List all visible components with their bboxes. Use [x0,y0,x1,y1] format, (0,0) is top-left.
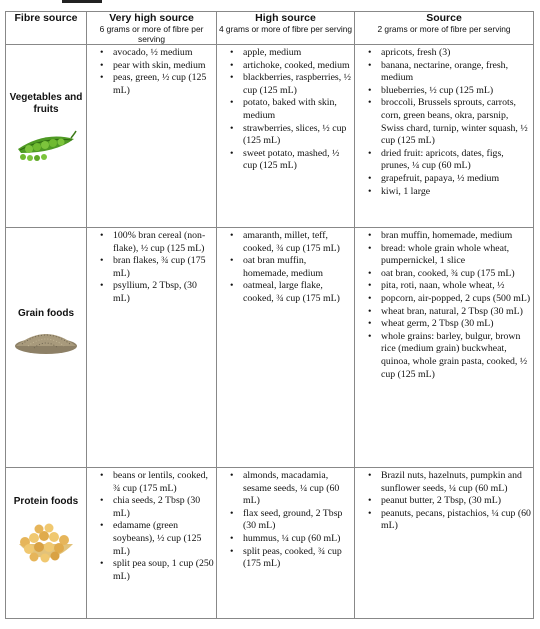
list-item: • amaranth, millet, teff, cooked, ¾ cup (175 mL) [243,230,352,255]
list-item: • bread: whole grain whole wheat, pumpernickel, 1 slice [381,243,531,268]
list-item: • avocado, ½ medium [113,47,214,60]
row-vegetables-and-fruits [6,45,534,228]
chickpea-bowl-icon [15,520,77,570]
list-item: • grapefruit, papaya, ½ medium [381,173,531,186]
list-item: • wheat germ, 2 Tbsp (30 mL) [381,318,531,331]
list-item: • bran muffin, homemade, medium [381,230,531,243]
high-source-cell [217,468,355,619]
source-cell [355,45,534,228]
list-item: • chia seeds, 2 Tbsp (30 mL) [113,495,214,520]
list-item: • psyllium, 2 Tbsp, (30 mL) [113,280,214,305]
list-item: • oat bran, cooked, ¾ cup (175 mL) [381,268,531,281]
list-item: • Brazil nuts, hazelnuts, pumpkin and sunflower seeds, ¼ cup (60 mL) [381,470,531,495]
list-item: • apple, medium [243,47,352,60]
list-item: • beans or lentils, cooked, ¾ cup (175 mL) [113,470,214,495]
grain-pile-icon [14,324,78,354]
source-cell [355,468,534,619]
list-item: • pear with skin, medium [113,60,214,73]
list-item: • blackberries, raspberries, ½ cup (125 mL) [243,72,352,97]
very-high-source-cell [87,45,217,228]
source-cell [355,228,534,468]
list-item: • blueberries, ½ cup (125 mL) [381,85,531,98]
category-cell-grain [6,228,87,468]
list-item: • peanut butter, 2 Tbsp, (30 mL) [381,495,531,508]
header-fragment [62,0,102,3]
very-high-source-cell [87,228,217,468]
list-item: • whole grains: barley, bulgur, brown rice (medium grain) buckwheat, quinoa, whole grain pasta, cooked, ½ cup (125 mL) [381,331,531,381]
list-item: • 100% bran cereal (non-flake), ½ cup (125 mL) [113,230,214,255]
header-high-source: High source 4 grams or more of fibre per serving [217,12,355,45]
list-item: • kiwi, 1 large [381,186,531,199]
category-label: Grain foods [17,308,75,319]
list-item: • oatmeal, large flake, cooked, ¾ cup (175 mL) [243,280,352,305]
category-cell-protein [6,468,87,619]
header-very-high-source: Very high source 6 grams or more of fibre per serving [87,12,217,45]
list-item: • banana, nectarine, orange, fresh, medium [381,60,531,85]
list-item: • apricots, fresh (3) [381,47,531,60]
fibre-sources-table [5,11,534,619]
header-fibre-source: Fibre source [6,12,87,45]
list-item: • potato, baked with skin, medium [243,97,352,122]
list-item: • split peas, cooked, ¾ cup (175 mL) [243,546,352,571]
list-item: • pita, roti, naan, whole wheat, ½ [381,280,531,293]
list-item: • almonds, macadamia, sesame seeds, ¼ cup (60 mL) [243,470,352,508]
category-cell-vegetables [6,45,87,228]
list-item: • broccoli, Brussels sprouts, carrots, corn, green beans, okra, parsnip, Swiss chard, turnip, winter squash, ½ cup (125 mL) [381,97,531,147]
table-header-row [6,12,534,45]
list-item: • popcorn, air-popped, 2 cups (500 mL) [381,293,531,306]
list-item: • oat bran muffin, homemade, medium [243,255,352,280]
list-item: • dried fruit: apricots, dates, figs, prunes, ¼ cup (60 mL) [381,148,531,173]
list-item: • edamame (green soybeans), ½ cup (125 mL) [113,520,214,558]
peas-pod-icon [15,129,77,161]
list-item: • split pea soup, 1 cup (250 mL) [113,558,214,583]
category-label: Protein foods [13,496,79,507]
high-source-cell [217,228,355,468]
header-source: Source 2 grams or more of fibre per serving [355,12,534,45]
very-high-source-cell [87,468,217,619]
list-item: • artichoke, cooked, medium [243,60,352,73]
list-item: • sweet potato, mashed, ½ cup (125 mL) [243,148,352,173]
category-label: Vegetables and fruits [9,92,83,115]
high-source-cell [217,45,355,228]
list-item: • hummus, ¼ cup (60 mL) [243,533,352,546]
list-item: • wheat bran, natural, 2 Tbsp (30 mL) [381,306,531,319]
row-protein-foods [6,468,534,619]
row-grain-foods [6,228,534,468]
list-item: • flax seed, ground, 2 Tbsp (30 mL) [243,508,352,533]
list-item: • bran flakes, ¾ cup (175 mL) [113,255,214,280]
list-item: • peas, green, ½ cup (125 mL) [113,72,214,97]
list-item: • strawberries, slices, ½ cup (125 mL) [243,123,352,148]
list-item: • peanuts, pecans, pistachios, ¼ cup (60 mL) [381,508,531,533]
